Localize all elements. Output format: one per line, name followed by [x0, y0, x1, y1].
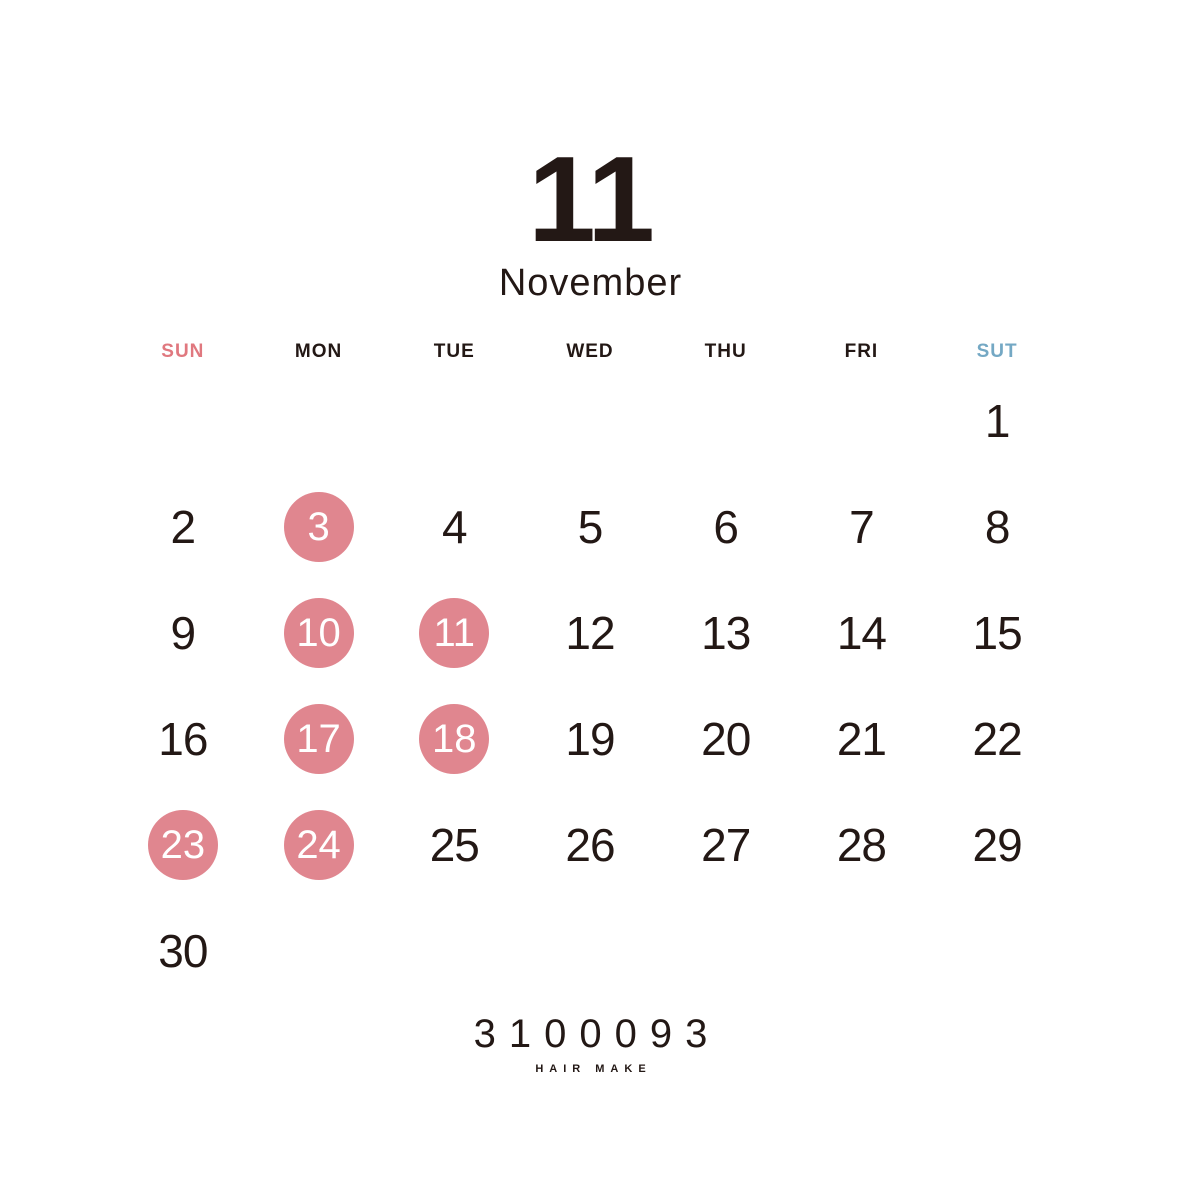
date-cell: [386, 474, 522, 580]
date-cell: [929, 474, 1065, 580]
date-cell: [522, 792, 658, 898]
month-name: November: [498, 261, 683, 304]
date-cell: [386, 898, 522, 1004]
logo-name: 3100093: [473, 1012, 721, 1056]
date-cell: [929, 580, 1065, 686]
weekday-label-sut: SUT: [976, 341, 1018, 362]
date-number: 21: [836, 713, 886, 765]
date-cell: [251, 686, 387, 792]
date-cell: [794, 474, 930, 580]
date-cell: [115, 792, 251, 898]
date-cell: [658, 368, 794, 474]
date-cell: [251, 898, 387, 1004]
date-cell: [115, 474, 251, 580]
date-cell: [929, 792, 1065, 898]
date-cell: [522, 686, 658, 792]
weekday-label-fri: FRI: [844, 341, 879, 362]
date-number-highlighted: 24: [284, 810, 354, 880]
date-cell: [929, 686, 1065, 792]
date-number-highlighted: 10: [284, 598, 354, 668]
date-cell: [658, 580, 794, 686]
date-number-highlighted: 11: [419, 598, 489, 668]
date-cell: [251, 474, 387, 580]
date-cell: [386, 792, 522, 898]
date-cell: [794, 686, 930, 792]
date-number: 13: [701, 607, 751, 659]
date-number: 16: [158, 713, 208, 765]
date-cell: [658, 474, 794, 580]
date-cell: [115, 580, 251, 686]
calendar-title: [0, 131, 1181, 305]
date-cell: [658, 686, 794, 792]
weekday-label-wed: WED: [566, 341, 614, 362]
date-number: 30: [158, 925, 208, 977]
date-number: 22: [972, 713, 1022, 765]
date-number: 12: [565, 607, 615, 659]
date-number: 29: [972, 819, 1022, 871]
logo-subtitle: HAIR MAKE: [535, 1063, 652, 1075]
date-number: 28: [836, 819, 886, 871]
date-cell: [522, 898, 658, 1004]
date-number: 20: [701, 713, 751, 765]
date-cell: [251, 368, 387, 474]
date-number: 5: [577, 501, 603, 553]
date-number: 9: [170, 607, 196, 659]
weekday-label-tue: TUE: [433, 341, 475, 362]
logo-block: [0, 1012, 1181, 1075]
date-number: 8: [984, 501, 1010, 553]
weekday-label-thu: THU: [704, 341, 747, 362]
date-cell: [386, 580, 522, 686]
weekday-header-row: [115, 332, 1065, 372]
date-cell: [658, 792, 794, 898]
date-number: 14: [836, 607, 886, 659]
date-number: 27: [701, 819, 751, 871]
date-number: 7: [849, 501, 874, 553]
date-number: 19: [565, 713, 615, 765]
date-cell: [115, 368, 251, 474]
date-number-highlighted: 3: [284, 492, 354, 562]
date-number: 25: [429, 819, 479, 871]
date-cell: [115, 898, 251, 1004]
date-cell: [522, 368, 658, 474]
date-cell: [794, 898, 930, 1004]
date-cell: [794, 368, 930, 474]
date-cell: [522, 474, 658, 580]
month-number: 11: [528, 131, 653, 267]
date-number-highlighted: 18: [419, 704, 489, 774]
date-cell: [251, 580, 387, 686]
date-number: 15: [972, 607, 1022, 659]
date-number-highlighted: 17: [284, 704, 354, 774]
date-cell: [522, 580, 658, 686]
date-cell: [658, 898, 794, 1004]
date-cell: [386, 368, 522, 474]
date-number: 26: [565, 819, 615, 871]
date-cell: [115, 686, 251, 792]
date-number: 4: [441, 501, 467, 553]
date-cell: [794, 580, 930, 686]
date-number: 2: [170, 501, 196, 553]
date-number-highlighted: 23: [148, 810, 218, 880]
date-number: 6: [713, 501, 738, 553]
date-number: 1: [984, 395, 1010, 447]
weekday-label-sun: SUN: [161, 341, 205, 362]
date-cell: [386, 686, 522, 792]
dates-grid: [115, 368, 1065, 1004]
weekday-label-mon: MON: [294, 341, 343, 362]
date-cell: [251, 792, 387, 898]
date-cell: [794, 792, 930, 898]
date-cell: [929, 898, 1065, 1004]
date-cell: [929, 368, 1065, 474]
